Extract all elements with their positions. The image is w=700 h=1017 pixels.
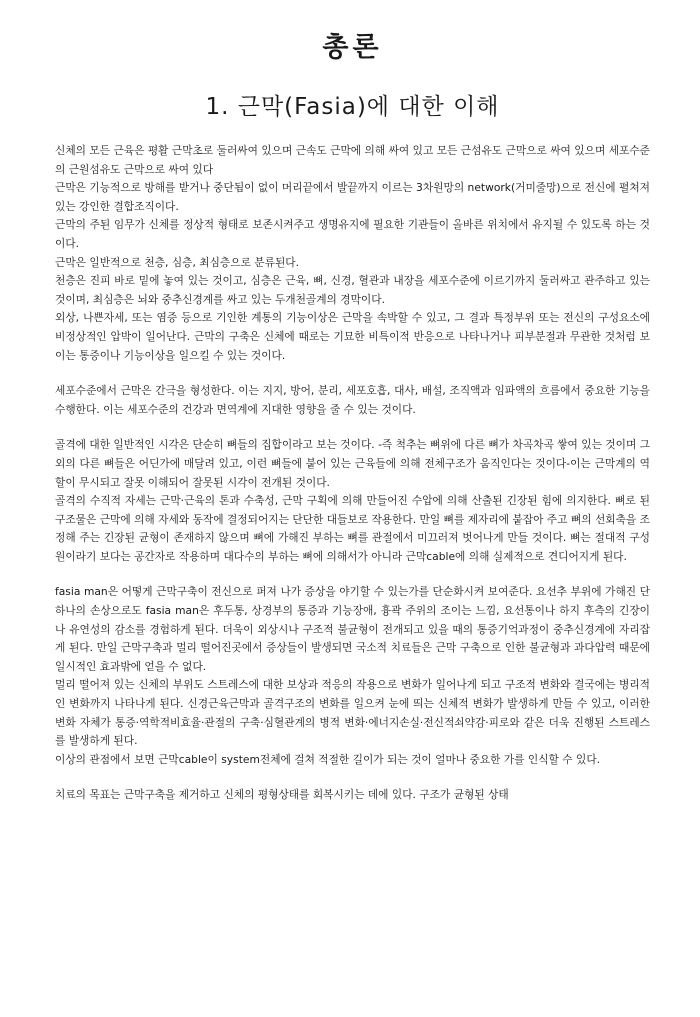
paragraph-11: 멀리 떨어져 있는 신체의 부위도 스트레스에 대한 보상과 적응의 작용으로 변화가 일어나게 되고 구조적 변화와 결국에는 병리적인 변화까지 나타나게 된다. 신경근육근막과 골격구조의 변화를 일으켜 눈에 띄는 신체적 변화가 발생하게 만들 수 있고, 이러한 변화 자체가 통증·역학적비효율·관절의 구축·심혈관계의 병적 변화·에너지손실·전신적쇠약감·피로와 같은 더욱 진행된 스트레스를 발생하게 된다. — [55, 678, 650, 748]
section-title: 1. 근막(Fasia)에 대한 이해 — [205, 94, 500, 120]
paragraph-4: 근막은 일반적으로 천층, 심층, 최심층으로 분류된다. — [55, 255, 299, 269]
paragraph-gap — [55, 365, 650, 382]
paragraph-3: 근막의 주된 임무가 신체를 정상적 형태로 보존시켜주고 생명유지에 필요한 기관들이 올바른 위치에서 유지될 수 있도록 하는 것이다. — [55, 218, 650, 250]
paragraph-13: 치료의 목표는 근막구축을 제거하고 신체의 평형상태를 회복시키는 데에 있다. 구조가 균형된 상태 — [55, 788, 509, 802]
paragraph-5: 천층은 진피 바로 밑에 놓여 있는 것이고, 심층은 근육, 뼈, 신경, 혈관과 내장을 세포수준에 이르기까지 둘러싸고 관주하고 있는 것이며, 최심층은 뇌와 중추신경계를 싸고 있는 두개천골계의 경막이다. — [55, 274, 650, 306]
paragraph-gap — [55, 566, 650, 583]
paragraph-12: 이상의 관점에서 보면 근막cable이 system전체에 걸쳐 적절한 길이가 되는 것이 얼마나 중요한 가를 인식할 수 있다. — [55, 752, 601, 766]
paragraph-6: 외상, 나쁜자세, 또는 염증 등으로 기인한 계통의 기능이상은 근막을 속박할 수 있고, 그 결과 특정부위 또는 전신의 구성요소에 비정상적인 압박이 일어난다. 근막의 구축은 신체에 때로는 기묘한 비특이적 반응으로 나타나거나 피부분절과 무관한 것처럼 보이는 통증이나 기능이상을 일으킬 수 있는 것이다. — [55, 311, 650, 362]
paragraph-7: 세포수준에서 근막은 간극을 형성한다. 이는 지지, 방어, 분리, 세포호흡, 대사, 배설, 조직액과 임파액의 흐름에서 중요한 기능을 수행한다. 이는 세포수준의 건강과 면역계에 지대한 영향을 줄 수 있는 것이다. — [55, 384, 650, 416]
paragraph-gap — [55, 769, 650, 786]
paragraph-2: 근막은 기능적으로 방해를 받거나 중단됨이 없이 머리끝에서 발끝까지 이르는 3차원망의 network(거미줄망)으로 전신에 펼쳐져 있는 강인한 결합조직이다. — [55, 181, 650, 213]
document-title: 총론 — [322, 32, 383, 63]
paragraph-gap — [55, 419, 650, 436]
paragraph-9: 골격의 수직적 자세는 근막·근육의 톤과 수축성, 근막 구획에 의해 만들어진 수압에 의해 산출된 긴장된 힘에 의지한다. 뼈로 된 구조물은 근막에 의해 자세와 동작에 결정되어지는 단단한 대들보로 작용한다. 만일 뼈를 제자리에 붙잡아 주고 뼈의 선회축을 조정해 주는 긴장된 균형이 존재하지 않으며 뼈에 가해진 부하는 뼈를 관절에서 미끄러져 벗어나게 만들 것이다. 뼈는 절대적 구성원이라기 보다는 공간자로 작용하며 대다수의 부하는 뼈에 의해서가 아니라 근막cable에 의해 실제적으로 견디어지게 된다. — [55, 494, 650, 563]
paragraph-10: fasia man은 어떻게 근막구축이 전신으로 퍼져 나가 증상을 야기할 수 있는가를 단순화시켜 보여준다. 요선추 부위에 가해진 단하나의 손상으로도 fasia man은 후두통, 상경부의 통증과 기능장애, 흉곽 주위의 조이는 느낌, 요선통이나 하지 후측의 긴장이나 유연성의 감소를 경험하게 된다. 더욱이 외상시나 구조적 불균형이 전개되고 있을 때의 통증기억과정이 중추신경계에 자리잡게 된다. 만일 근막구축과 멀리 떨어진곳에서 증상들이 발생되면 국소적 치료들은 근막 구축으로 인한 불균형과 과다압력 때문에 일시적인 효과밖에 얻을 수 없다. — [55, 585, 650, 673]
paragraph-1: 신체의 모든 근육은 평활 근막초로 둘러싸여 있으며 근속도 근막에 의해 싸여 있고 모든 근섬유도 근막으로 싸여 있으며 세포수준의 근원섬유도 근막으로 싸여 있다 — [55, 144, 650, 176]
paragraph-8: 골격에 대한 일반적인 시각은 단순히 뼈들의 집합이라고 보는 것이다. -즉 척추는 뼈위에 다른 뼈가 차곡차곡 쌓여 있는 것이며 그 외의 다른 뼈들은 어딘가에 매달려 있고, 이런 뼈들에 붙어 있는 근육들에 의해 전체구조가 움직인다는 것이다-이는 근막계의 역할이 무시되고 잘못 이해되어 잘못된 시각이 전개된 것이다. — [55, 438, 650, 489]
